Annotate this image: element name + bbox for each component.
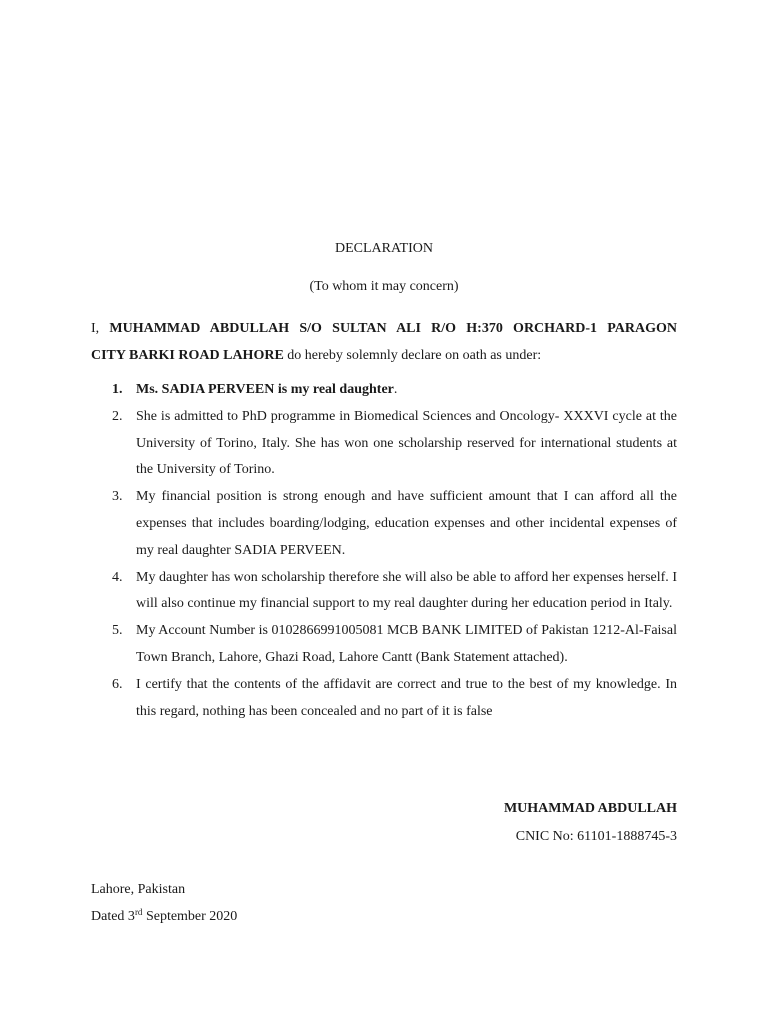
point-text-end: . [393, 382, 398, 397]
point-text: My financial position is strong enough and have sufficient amount that I can afford all the expenses that includes boarding/lodging, education expenses and other incidental expenses of my real daughter SADIA PERVEEN. [136, 489, 677, 558]
declaration-point [91, 404, 677, 484]
date-prefix: Dated 3 [91, 909, 135, 924]
point-number: 4. [112, 569, 123, 585]
point-number: 2. [112, 408, 123, 424]
declaration-point [91, 618, 677, 672]
document-subtitle: (To whom it may concern) [309, 279, 459, 294]
declaration-point [91, 672, 677, 726]
point-text: I certify that the contents of the affidavit are correct and true to the best of my knowledge. In this regard, nothing has been concealed and no part of it is false [136, 676, 677, 719]
place-of-declaration: Lahore, Pakistan [91, 882, 186, 897]
declaration-point [91, 484, 677, 564]
declaration-points-list [91, 377, 677, 725]
declaration-date [91, 909, 237, 925]
date-ordinal-suffix: rd [134, 907, 143, 917]
intro-line-1 [91, 315, 677, 342]
point-text: My daughter has won scholarship therefore she will also be able to afford her expenses herself. I will also continue my financial support to my real daughter during her education period in Italy. [136, 569, 677, 612]
declaration-intro [91, 315, 677, 369]
signatory-name: MUHAMMAD ABDULLAH [503, 801, 677, 816]
intro-suffix: do hereby solemnly declare on oath as under: [287, 348, 542, 363]
document-title: DECLARATION [335, 241, 433, 256]
point-number: 1. [112, 382, 123, 397]
point-number: 3. [112, 489, 123, 505]
point-number: 5. [112, 623, 123, 639]
point-text: My Account Number is 0102866991005081 MCB BANK LIMITED of Pakistan 1212-Al-Faisal Town Branch, Lahore, Ghazi Road, Lahore Cantt (Bank Statement attached). [136, 623, 677, 665]
declarant-identity-line2: CITY BARKI ROAD LAHORE [91, 348, 284, 363]
point-text: She is admitted to PhD programme in Biomedical Sciences and Oncology- XXXVI cycle at the University of Torino, Italy. She has won one scholarship reserved for international students at the University of Torino. [136, 408, 677, 478]
point-text-bold: Ms. SADIA PERVEEN is my real daughter [136, 382, 394, 397]
signatory-cnic: CNIC No: 61101-1888745-3 [515, 829, 677, 844]
intro-prefix: I, [91, 321, 100, 336]
declarant-identity-line1: MUHAMMAD ABDULLAH S/O SULTAN ALI R/O H:370 ORCHARD-1 PARAGON [109, 321, 677, 336]
point-number: 6. [112, 676, 123, 692]
declaration-point [91, 565, 677, 619]
date-rest: September 2020 [142, 909, 238, 924]
declaration-point [91, 377, 677, 404]
